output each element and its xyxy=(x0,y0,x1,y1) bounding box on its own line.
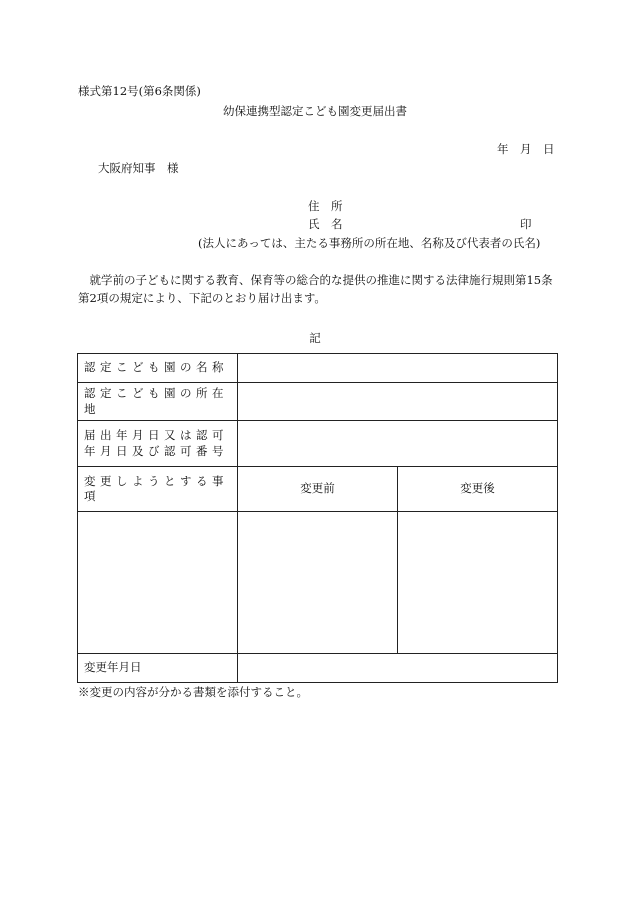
column-header-before: 変更前 xyxy=(238,467,398,512)
document-title: 幼保連携型認定こども園変更届出書 xyxy=(223,104,407,118)
table-row xyxy=(78,383,558,421)
value-cell-before[interactable] xyxy=(238,512,398,654)
note-heading: 記 xyxy=(309,331,321,345)
row-label-location: 認定こども園の所在地 xyxy=(78,383,238,421)
table-row xyxy=(78,421,558,467)
change-form-table xyxy=(77,353,558,683)
table-row xyxy=(78,354,558,383)
row-label-date-line2: 年月日及び認可番号 xyxy=(84,443,228,458)
seal-mark: 印 xyxy=(520,217,532,231)
name-label: 氏 名 xyxy=(308,217,343,231)
value-cell-date[interactable] xyxy=(238,421,558,467)
body-text: 就学前の子どもに関する教育、保育等の総合的な提供の推進に関する法律施行規則第15条第2項の規定により、下記のとおり届け出ます。 xyxy=(78,273,553,306)
table-row xyxy=(78,512,558,654)
row-label-date xyxy=(78,421,238,467)
addressee: 大阪府知事 様 xyxy=(98,161,179,175)
value-cell-change-item[interactable] xyxy=(78,512,238,654)
row-label-date-line1: 届出年月日又は認可 xyxy=(84,428,228,443)
corporation-note: (法人にあっては、主たる事務所の所在地、名称及び代表者の氏名) xyxy=(198,236,541,250)
table-row xyxy=(78,467,558,512)
value-cell-change-date[interactable] xyxy=(238,654,558,683)
row-label-change-item: 変更しようとする事項 xyxy=(78,467,238,512)
address-label: 住 所 xyxy=(308,199,343,213)
row-label-name: 認定こども園の名称 xyxy=(78,354,238,383)
value-cell-after[interactable] xyxy=(398,512,558,654)
value-cell-name[interactable] xyxy=(238,354,558,383)
column-header-after: 変更後 xyxy=(398,467,558,512)
form-number: 様式第12号(第6条関係) xyxy=(78,84,201,98)
table-row xyxy=(78,654,558,683)
date-line: 年 月 日 xyxy=(497,142,555,156)
footnote: ※変更の内容が分かる書類を添付すること。 xyxy=(78,685,308,699)
row-label-change-date: 変更年月日 xyxy=(78,654,238,683)
value-cell-location[interactable] xyxy=(238,383,558,421)
